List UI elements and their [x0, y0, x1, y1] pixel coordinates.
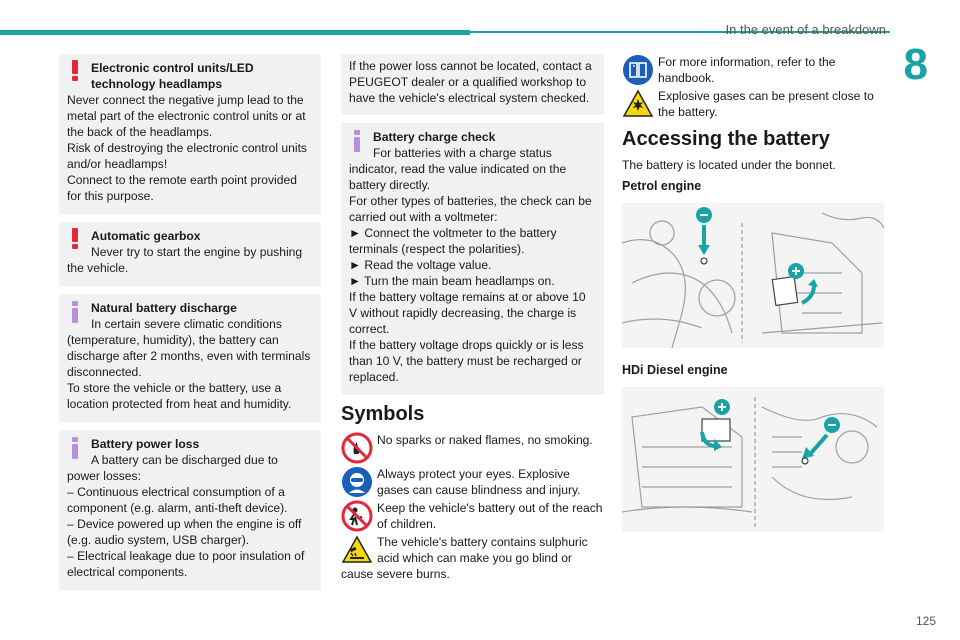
keep-from-children-icon	[341, 500, 373, 532]
petrol-engine-title: Petrol engine	[622, 179, 702, 193]
box-text: Never try to start the engine by pushing the vehicle.	[67, 245, 303, 275]
box-text: ► Connect the voltmeter to the battery terminals (respect the polarities).	[349, 226, 557, 256]
box-text: Connect to the remote earth point provided for this purpose.	[67, 173, 297, 203]
explosive-icon	[622, 88, 654, 120]
box-title: Electronic control units/LED technology headlamps	[91, 61, 254, 91]
symbol-row	[622, 88, 884, 120]
info-icon	[72, 437, 78, 459]
warning-box-gearbox	[59, 222, 321, 286]
symbol-row	[622, 54, 884, 86]
petrol-engine-illustration	[622, 203, 884, 348]
box-text: In certain severe climatic conditions (temperature, humidity), the battery can discharge after 2 months, even with terminals disconnected.	[67, 317, 311, 379]
column-2	[341, 54, 604, 584]
diesel-engine-title: HDi Diesel engine	[622, 363, 728, 377]
column-3	[622, 54, 884, 537]
box-text: To store the vehicle or the battery, use a location protected from heat and humidity.	[67, 381, 292, 411]
symbol-text: No sparks or naked flames, no smoking.	[377, 433, 593, 447]
symbol-row	[341, 534, 604, 582]
column-1	[59, 54, 321, 598]
page-number: 125	[915, 614, 936, 628]
intro-box: If the power loss cannot be located, contact a PEUGEOT dealer or a qualified workshop to have the vehicle's electrical system checked.	[341, 54, 604, 115]
info-box-charge-check	[341, 123, 604, 395]
header-rule	[0, 30, 470, 35]
eye-protection-icon	[341, 466, 373, 498]
box-text: Never connect the negative jump lead to the metal part of the electronic control units or at the back of the headlamps.	[67, 93, 306, 139]
symbols-heading: Symbols	[341, 403, 425, 425]
symbol-row	[341, 466, 604, 498]
access-heading: Accessing the battery	[622, 128, 830, 150]
box-title: Automatic gearbox	[91, 229, 201, 243]
section-title: In the event of a breakdown	[725, 22, 886, 37]
handbook-icon	[622, 54, 654, 86]
box-title: Battery power loss	[91, 437, 200, 451]
box-text: Risk of destroying the electronic control units and/or headlamps!	[67, 141, 307, 171]
box-text: ► Turn the main beam headlamps on.	[349, 274, 555, 288]
box-text: For batteries with a charge status indicator, read the value indicated on the battery directly.	[349, 146, 567, 192]
info-icon	[72, 301, 78, 323]
chapter-number: 8	[903, 40, 928, 89]
info-box-discharge	[59, 294, 321, 422]
box-text: ► Read the voltage value.	[349, 258, 492, 272]
corrosive-icon	[341, 534, 373, 566]
box-text: If the battery voltage remains at or above 10 V without rapidly decreasing, the charge is correct.	[349, 290, 586, 336]
info-icon	[354, 130, 360, 152]
box-text: For other types of batteries, the check can be carried out with a voltmeter:	[349, 194, 592, 224]
info-box-power-loss	[59, 430, 321, 590]
box-text: If the battery voltage drops quickly or is less than 10 V, the battery must be recharged or replaced.	[349, 338, 584, 384]
access-text: The battery is located under the bonnet.	[622, 158, 836, 172]
list-item: – Continuous electrical consumption of a component (e.g. alarm, anti-theft device).	[67, 485, 288, 515]
warning-icon	[72, 228, 78, 248]
symbol-row	[341, 500, 604, 532]
diesel-engine-illustration	[622, 387, 884, 532]
symbol-text: The vehicle's battery contains sulphuric acid which can make you go blind or cause severe burns.	[341, 535, 588, 581]
warning-box-ecu	[59, 54, 321, 214]
box-title: Natural battery discharge	[91, 301, 237, 315]
box-title: Battery charge check	[373, 130, 496, 144]
warning-icon	[72, 60, 78, 80]
symbol-text: Always protect your eyes. Explosive gases can cause blindness and injury.	[377, 467, 581, 497]
symbol-text: Keep the vehicle's battery out of the reach of children.	[377, 501, 603, 531]
list-item: – Device powered up when the engine is off (e.g. audio system, USB charger).	[67, 517, 302, 547]
symbol-row	[341, 432, 604, 464]
no-flame-icon	[341, 432, 373, 464]
box-text: A battery can be discharged due to power losses:	[67, 453, 278, 483]
symbol-text: Explosive gases can be present close to the battery.	[658, 89, 874, 119]
symbol-text: For more information, refer to the handbook.	[658, 55, 836, 85]
list-item: – Electrical leakage due to poor insulation of electrical components.	[67, 549, 305, 579]
